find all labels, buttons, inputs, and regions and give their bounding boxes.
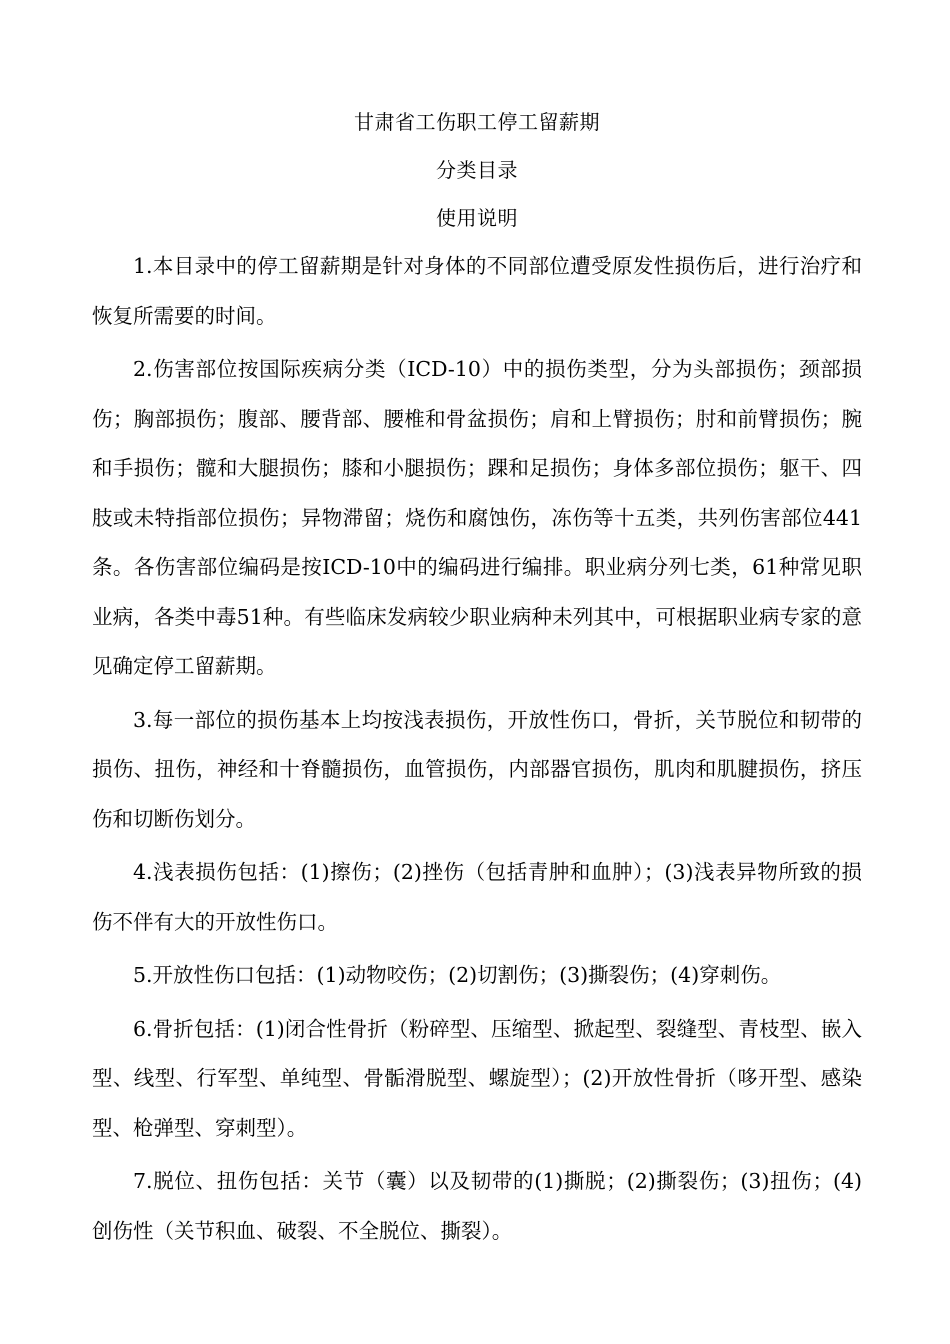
document-page [92, 98, 862, 1260]
paragraph-5: 5.开放性伤口包括：(1)动物咬伤；(2)切割伤；(3)撕裂伤；(4)穿刺伤。 [133, 963, 782, 987]
paragraph-7: 7.脱位、扭伤包括：关节（囊）以及韧带的(1)撕脱；(2)撕裂伤；(3)扭伤；(4)创伤性（关节积血、破裂、不全脱位、撕裂）。 [92, 1169, 862, 1243]
document-title-line-1: 甘肃省工伤职工停工留薪期 [354, 110, 600, 134]
paragraph-4: 4.浅表损伤包括：(1)擦伤；(2)挫伤（包括青肿和血肿）；(3)浅表异物所致的损伤不伴有大的开放性伤口。 [92, 860, 862, 934]
document-title-line-2: 分类目录 [436, 158, 518, 182]
paragraph-1: 1.本目录中的停工留薪期是针对身体的不同部位遭受原发性损伤后，进行治疗和恢复所需要的时间。 [92, 254, 862, 328]
paragraph-6: 6.骨折包括：(1)闭合性骨折（粉碎型、压缩型、掀起型、裂缝型、青枝型、嵌入型、线型、行军型、单纯型、骨骺滑脱型、螺旋型）；(2)开放性骨折（哆开型、感染型、枪弹型、穿刺型）。 [92, 1016, 862, 1140]
paragraph-3: 3.每一部位的损伤基本上均按浅表损伤，开放性伤口，骨折，关节脱位和韧带的损伤、扭伤，神经和十脊髓损伤，血管损伤，内部器官损伤，肌肉和肌腱损伤，挤压伤和切断伤划分。 [92, 707, 862, 831]
paragraph-2: 2.伤害部位按国际疾病分类（ICD-10）中的损伤类型，分为头部损伤；颈部损伤；胸部损伤；腹部、腰背部、腰椎和骨盆损伤；肩和上臂损伤；肘和前臂损伤；腕和手损伤；髋和大腿损伤；膝和小腿损伤；踝和足损伤；身体多部位损伤；躯干、四肢或未特指部位损伤；异物滞留；烧伤和腐蚀伤，冻伤等十五类，共列伤害部位441条。各伤害部位编码是按ICD-10中的编码进行编排。职业病分列七类，61种常见职业病，各类中毒51种。有些临床发病较少职业病种未列其中，可根据职业病专家的意见确定停工留薪期。 [92, 357, 862, 678]
document-title-line-3: 使用说明 [436, 206, 518, 230]
